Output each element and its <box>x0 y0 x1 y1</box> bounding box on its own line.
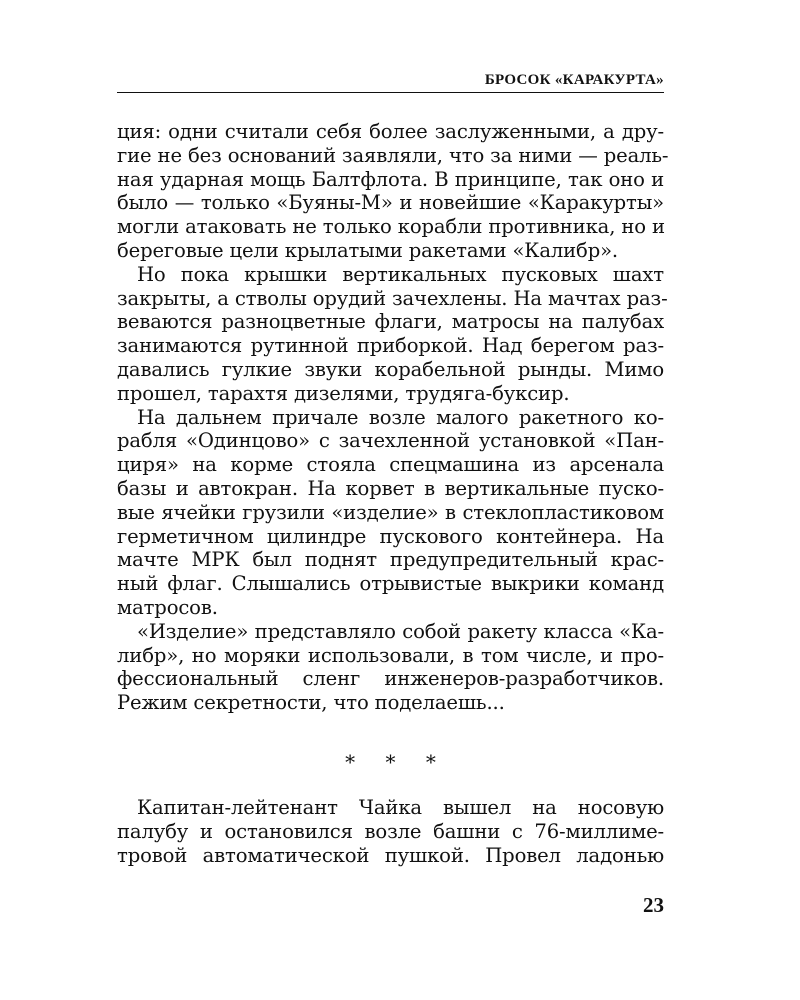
running-head <box>117 66 664 93</box>
page-number: 23 <box>643 893 664 917</box>
text-line: ный флаг. Слышались отрывистые выкрики команд <box>117 572 664 596</box>
text-line: занимаются рутинной приборкой. Над берегом раз- <box>117 334 664 358</box>
body-text-continued <box>117 796 664 867</box>
text-line: закрыты, а стволы орудий зачехлены. На мачтах раз- <box>117 286 668 310</box>
text-line: давались гулкие звуки корабельной рынды. Мимо <box>117 357 664 381</box>
text-line: вые ячейки грузили «изделие» в стеклопластиковом <box>117 500 664 524</box>
text-line: «Изделие» представляло собой ракету класса «Ка- <box>137 619 664 643</box>
text-line: матросов. <box>117 595 218 619</box>
text-line: тровой автоматической пушкой. Провел ладонью <box>117 843 664 867</box>
text-line: ная ударная мощь Балтфлота. В принципе, так оно и <box>117 167 664 191</box>
text-line: циря» на корме стояла спецмашина из арсенала <box>117 453 664 477</box>
text-line: Но пока крышки вертикальных пусковых шахт <box>137 262 664 286</box>
text-line: Режим секретности, что поделаешь... <box>117 691 505 715</box>
text-line: было — только «Буяны-М» и новейшие «Каракурты» <box>117 191 664 215</box>
text-line: фессиональный сленг инженеров-разработчиков. <box>117 667 664 691</box>
text-line: гие не без оснований заявляли, что за ними — реаль- <box>117 143 669 167</box>
text-line: Капитан-лейтенант Чайка вышел на носовую <box>137 796 664 819</box>
text-line: либр», но моряки использовали, в том числе, и про- <box>117 643 664 667</box>
section-break: * * * <box>345 750 448 774</box>
text-line: ция: одни считали себя более заслуженными, а дру- <box>117 120 664 143</box>
text-line: береговые цели крылатыми ракетами «Калибр». <box>117 238 619 262</box>
text-line: мачте МРК был поднят предупредительный крас- <box>117 548 664 572</box>
text-line: базы и автокран. На корвет в вертикальные пуско- <box>117 476 664 500</box>
text-line: палубу и остановился возле башни с 76-миллиме- <box>117 819 664 843</box>
text-line: веваются разноцветные флаги, матросы на палубах <box>117 310 664 334</box>
text-line: герметичном цилиндре пускового контейнера. На <box>117 524 664 548</box>
text-line: могли атаковать не только корабли противника, но и <box>117 215 665 239</box>
running-title: БРОСОК «КАРАКУРТА» <box>484 72 664 88</box>
text-line: прошел, тарахтя дизелями, трудяга-буксир. <box>117 381 570 405</box>
body-text <box>117 120 669 715</box>
text-line: На дальнем причале возле малого ракетного ко- <box>137 405 664 429</box>
text-line: рабля «Одинцово» с зачехленной установкой «Пан- <box>117 429 664 453</box>
